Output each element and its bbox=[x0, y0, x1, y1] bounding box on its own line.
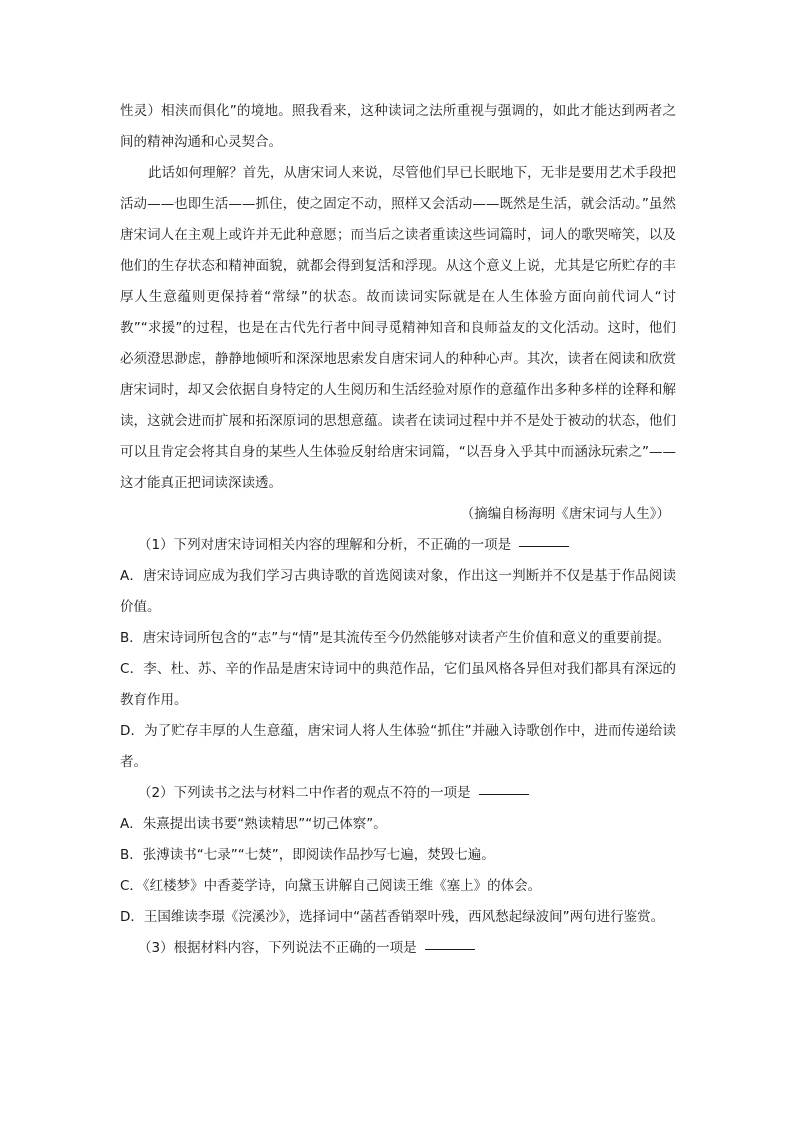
answer-blank[interactable] bbox=[479, 793, 529, 795]
question-2-option-a: A．朱熹提出读书要“熟读精思”“切己体察”。 bbox=[120, 816, 387, 832]
passage-paragraph-1: 性灵）相浃而俱化”的境地。照我看来，这种读词之法所重视与强调的，如此才能达到两者之间的精神沟通和心灵契合。 bbox=[120, 103, 676, 150]
question-stem-text: （2）下列读书之法与材料二中作者的观点不符的一项是 bbox=[138, 785, 471, 801]
question-2-option-d: D．王国维读李璟《浣溪沙》，选择词中“菡萏香销翠叶残，西风愁起绿波间”两句进行鉴赏。 bbox=[120, 909, 665, 925]
question-stem-text: （3）根据材料内容，下列说法不正确的一项是 bbox=[138, 940, 417, 956]
question-3-stem bbox=[120, 933, 676, 964]
question-1-stem bbox=[120, 530, 676, 561]
answer-blank[interactable] bbox=[425, 948, 475, 950]
source-citation: （摘编自杨海明《唐宋词与人生》） bbox=[460, 506, 670, 522]
question-2-option-c: C．《红楼梦》中香菱学诗，向黛玉讲解自己阅读王维《塞上》的体会。 bbox=[120, 878, 542, 894]
question-2-stem bbox=[120, 778, 676, 809]
question-1-option-b: B．唐宋诗词所包含的“志”与“情”是其流传至今仍然能够对读者产生价值和意义的重要前提。 bbox=[120, 630, 671, 646]
passage-paragraph-2: 此话如何理解？首先，从唐宋词人来说，尽管他们早已长眠地下，无非是要用艺术手段把活动——也即生活——抓住，使之固定不动，照样又会活动——既然是生活，就会活动。”虽然唐宋词人在主观上或许并无此种意愿；而当后之读者重读这些词篇时，词人的歌哭啼笑，以及他们的生存状态和精神面貌，就都会得到复活和浮现。从这个意义上说，尤其是它所贮存的丰厚人生意蕴则更保持着“常绿”的状态。故而读词实际就是在人生体验方面向前代词人“讨教”“求援”的过程，也是在古代先行者中间寻觅精神知音和良师益友的文化活动。这时，他们必须澄思渺虑，静静地倾听和深深地思索发自唐宋词人的种种心声。其次，读者在阅读和欣赏唐宋词时，却又会依据自身特定的人生阅历和生活经验对原作的意蕴作出多种多样的诠释和解读，这就会进而扩展和拓深原词的思想意蕴。读者在读词过程中并不是处于被动的状态，他们可以且肯定会将其自身的某些人生体验反射给唐宋词篇，“以吾身入乎其中而涵泳玩索之”——这才能真正把词读深读透。 bbox=[120, 165, 676, 491]
page-content bbox=[120, 96, 676, 964]
question-1-option-c: C．李、杜、苏、辛的作品是唐宋诗词中的典范作品，它们虽风格各异但对我们都具有深远的教育作用。 bbox=[120, 661, 676, 708]
question-2-option-b: B．张溥读书“七录”“七焚”，即阅读作品抄写七遍，焚毁七遍。 bbox=[120, 847, 495, 863]
question-1-option-d: D．为了贮存丰厚的人生意蕴，唐宋词人将人生体验“抓住”并融入诗歌创作中，进而传递给读者。 bbox=[120, 723, 676, 770]
answer-blank[interactable] bbox=[519, 545, 569, 547]
question-1-option-a: A．唐宋诗词应成为我们学习古典诗歌的首选阅读对象，作出这一判断并不仅是基于作品阅读价值。 bbox=[120, 568, 676, 615]
question-stem-text: （1）下列对唐宋诗词相关内容的理解和分析，不正确的一项是 bbox=[138, 537, 512, 553]
